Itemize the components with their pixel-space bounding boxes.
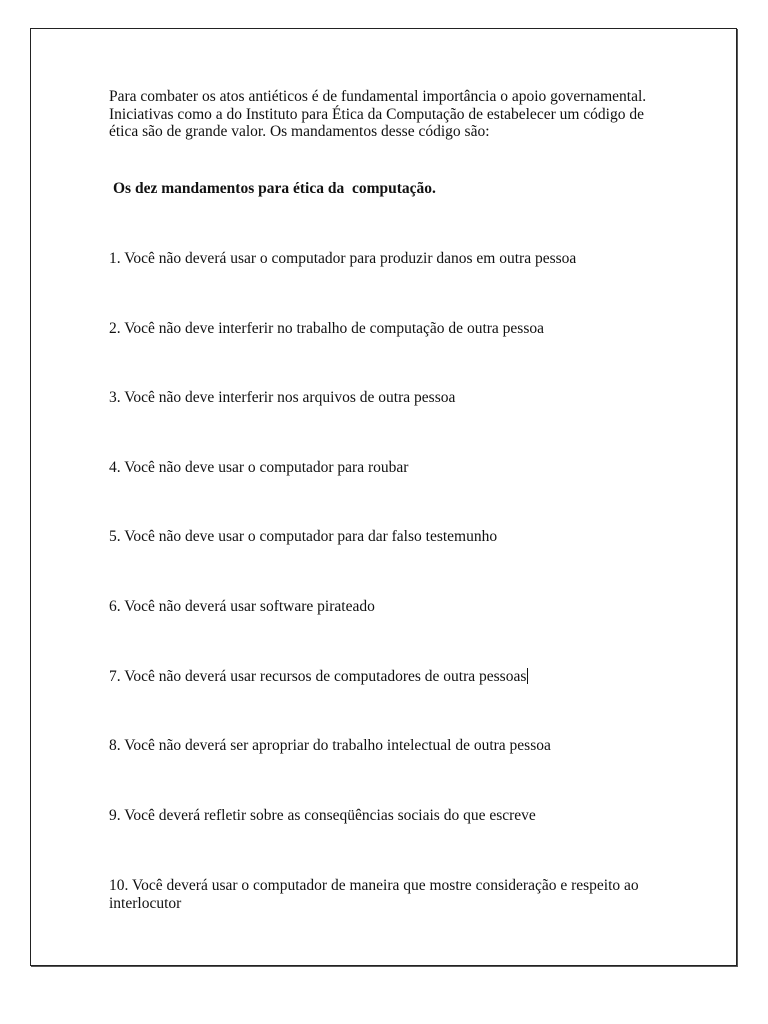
commandments-heading: Os dez mandamentos para ética da computação. (113, 180, 436, 197)
commandment-item-7-text: 7. Você não deverá usar recursos de computadores de outra pessoas (109, 668, 527, 685)
commandment-item-7[interactable] (109, 668, 689, 686)
commandment-item-6: 6. Você não deverá usar software pirateado (109, 598, 375, 615)
commandment-item-1: 1. Você não deverá usar o computador para produzir danos em outra pessoa (109, 250, 577, 267)
commandment-item-5: 5. Você não deve usar o computador para dar falso testemunho (109, 528, 498, 545)
text-cursor (527, 668, 528, 684)
commandment-item-10: 10. Você deverá usar o computador de maneira que mostre consideração e respeito ao interlocutor (109, 877, 639, 912)
commandment-item-4: 4. Você não deve usar o computador para roubar (109, 459, 409, 476)
commandment-item-3: 3. Você não deve interferir nos arquivos de outra pessoa (109, 389, 456, 406)
commandment-item-2: 2. Você não deve interferir no trabalho de computação de outra pessoa (109, 320, 544, 337)
document-page (30, 28, 737, 966)
commandment-item-8: 8. Você não deverá ser apropriar do trabalho intelectual de outra pessoa (109, 737, 551, 754)
commandment-item-9: 9. Você deverá refletir sobre as conseqüências sociais do que escreve (109, 807, 536, 824)
intro-paragraph: Para combater os atos antiéticos é de fundamental importância o apoio governamental. Iniciativas como a do Instituto para Ética da Computação de estabelecer um código de ética são de grande valor. Os mandamentos desse código são: (109, 88, 647, 140)
